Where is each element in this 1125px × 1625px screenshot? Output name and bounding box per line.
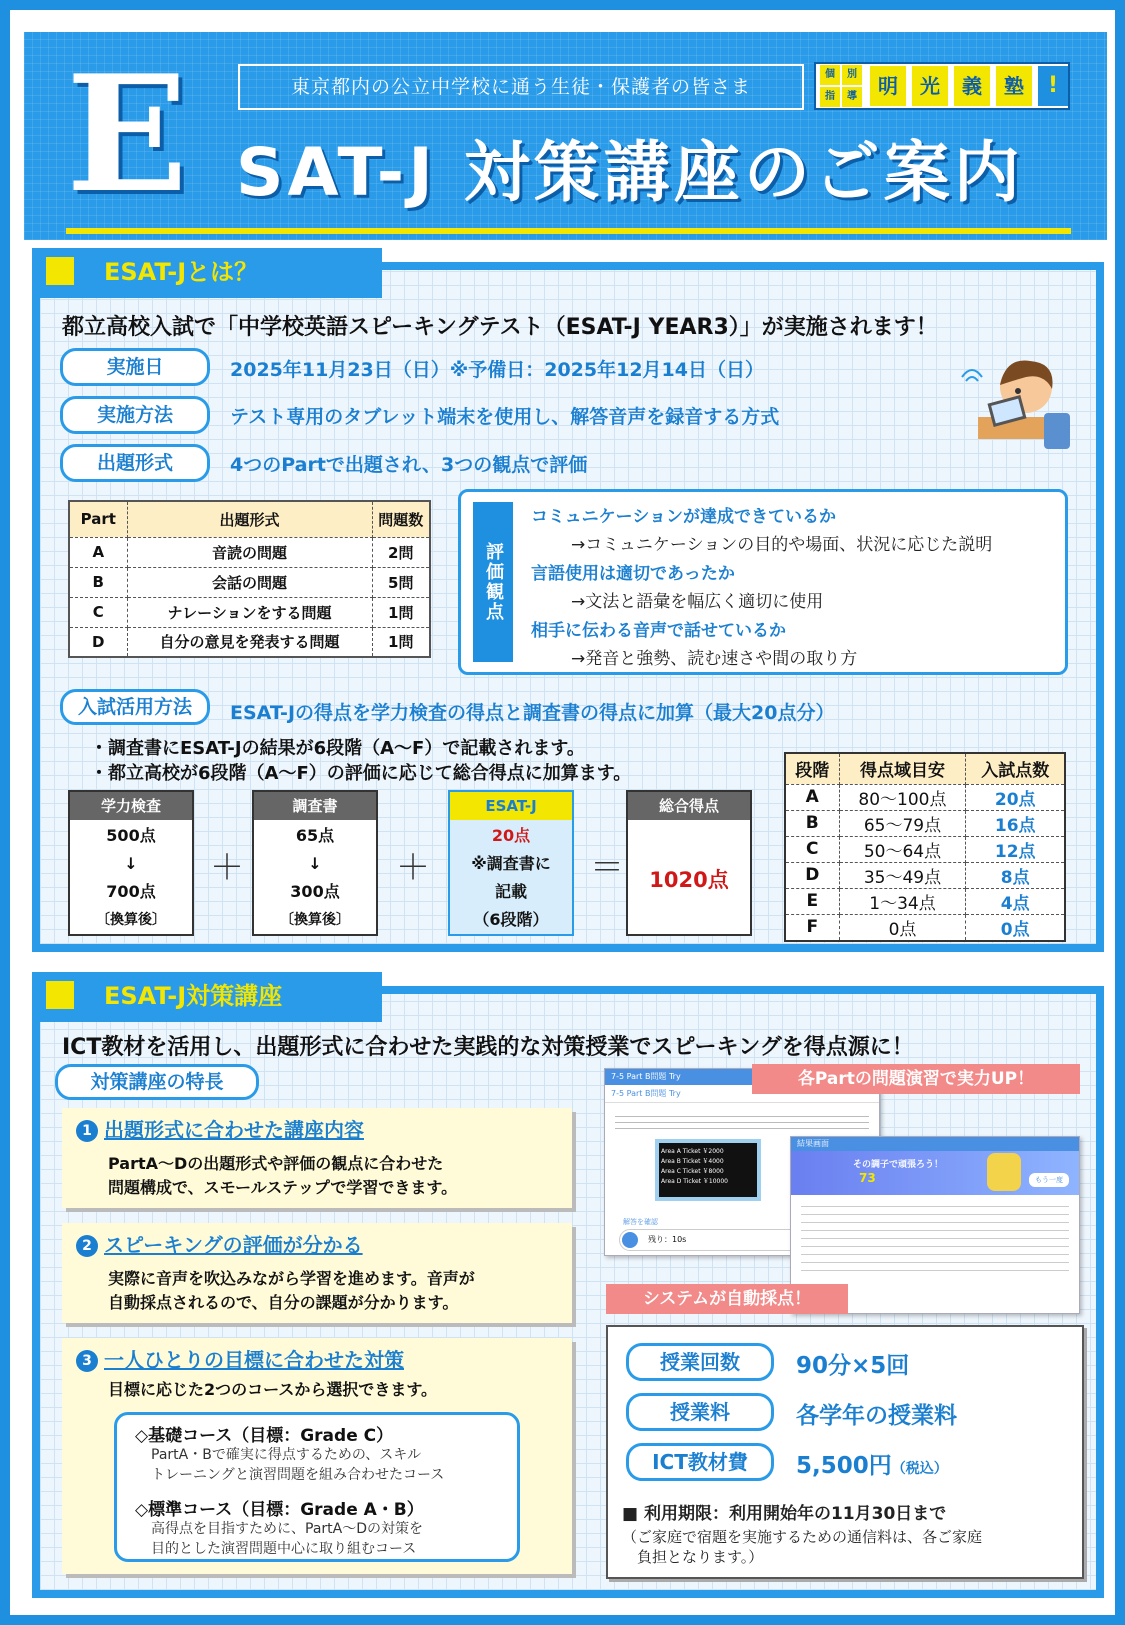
table-row: C ナレーションをする問題 1問 [69, 597, 430, 627]
title-underline [66, 228, 1071, 234]
format-text: 4つのPartで出題され、3つの観点で評価 [230, 454, 588, 476]
course-basic-title: ◇基礎コース（目標：Grade C） [135, 1426, 394, 1446]
lesson-count-value: 90分×5回 [796, 1353, 910, 1379]
ict-fee-value: 5,500円（税込） [796, 1453, 948, 1479]
title-big-letter: E [66, 40, 188, 228]
label-tuition: 授業料 [626, 1393, 774, 1431]
usage-bullet: ・都立高校が6段階（A～F）の評価に応じて総合得点に加算ます。 [90, 763, 632, 784]
label-usage: 入試活用方法 [60, 689, 210, 725]
course-options-box [114, 1412, 520, 1562]
course-standard-desc: 高得点を目指すために、PartA～Dの対策を 目的とした演習問題中心に取り組むコース [151, 1521, 423, 1557]
play-icon[interactable] [622, 1232, 638, 1248]
audience-note: 東京都内の公立中学校に通う生徒・保護者の皆さま [238, 64, 804, 110]
header-banner [24, 32, 1107, 240]
score-box-chosasho: 調査書 65点 ↓ 300点 〔換算後〕 [252, 790, 378, 936]
table-row: F 0点 0点 [785, 914, 1065, 941]
student-tablet-illustration [960, 355, 1080, 455]
features-label: 対策講座の特長 [55, 1064, 259, 1100]
course-standard-title: ◇標準コース（目標：Grade A・B） [135, 1500, 424, 1520]
course-tab: ESAT-J対策講座 [32, 972, 382, 1022]
plus-sign: ＋ [210, 848, 244, 888]
evaluation-label: 評価観点 [473, 502, 513, 662]
eval-item-title: 相手に伝わる音声で話せているか [531, 621, 786, 641]
date-text: 2025年11月23日（日）※予備日：2025年12月14日（日） [230, 359, 764, 381]
label-lesson-count: 授業回数 [626, 1343, 774, 1381]
trophy-icon [987, 1153, 1021, 1191]
ticket-card: Area A Ticket ￥2000 Area B Ticket ￥4000 Area C Ticket ￥8000 Area D Ticket ￥10000 [655, 1139, 761, 1201]
about-lead: 都立高校入試で「中学校英語スピーキングテスト（ESAT-J YEAR3）」が実施されます！ [62, 315, 938, 340]
table-row: C 50～64点 12点 [785, 836, 1065, 862]
feature-card-2: 2 スピーキングの評価が分かる 実際に音声を吹込みながら学習を進めます。音声が 自動採点されるので、自分の課題が分かります。 [62, 1223, 572, 1323]
method-text: テスト専用のタブレット端末を使用し、解答音声を録音する方式 [230, 406, 780, 428]
table-row: A 音読の問題 2問 [69, 537, 430, 567]
course-basic-desc: PartA・Bで確実に得点するための、スキル トレーニングと演習問題を組み合わせたコース [151, 1447, 445, 1483]
table-row: A 80～100点 20点 [785, 784, 1065, 810]
app-screenshot-result: 結果画面 その調子で頑張ろう！ 73 もう一度 [790, 1136, 1080, 1314]
banner-practice: 各Partの問題演習で実力UP！ [752, 1064, 1080, 1094]
eval-item-title: コミュニケーションが達成できているか [531, 507, 836, 527]
page-title: SAT-J 対策講座のご案内 [236, 134, 1024, 211]
grade-table: 段階 得点域目安 入試点数 A 80～100点 20点 B 65～79点 16点 C 50～64点 12点 D 35～49点 8点 E 1～34点 4点 F 0点 0点 [784, 752, 1066, 942]
table-row: D 35～49点 8点 [785, 862, 1065, 888]
eval-item-title: 言語使用は適切であったか [531, 564, 735, 584]
course-info-box [606, 1325, 1084, 1579]
plus-sign: ＋ [396, 848, 430, 888]
label-ict-fee: ICT教材費 [626, 1443, 774, 1481]
eval-item-desc: →コミュニケーションの目的や場面、状況に応じた説明 [571, 535, 993, 555]
fee-note: （ご家庭で宿題を実施するための通信料は、各ご家庭 負担となります。） [622, 1528, 983, 1566]
table-row: B 会話の問題 5問 [69, 567, 430, 597]
school-logo: 個 別 指 導 明 光 義 塾 ! [814, 62, 1070, 110]
table-row: E 1～34点 4点 [785, 888, 1065, 914]
evaluation-box [458, 489, 1068, 675]
table-row: B 65～79点 16点 [785, 810, 1065, 836]
label-date: 実施日 [60, 348, 210, 386]
feature-card-3: 3 一人ひとりの目標に合わせた対策 目標に応じた2つのコースから選択できます。 [62, 1338, 572, 1574]
label-method: 実施方法 [60, 396, 210, 434]
score-box-gakuryoku: 学力検査 500点 ↓ 700点 〔換算後〕 [68, 790, 194, 936]
app-screenshot-practice: 7-5 Part B問題 Try 7-5 Part B問題 Try Area A Ticket ￥2000 Area B Ticket ￥4000 Area C Ticket ￥8000 Area D Ticket ￥10000 解答を確認 残り：10s [604, 1068, 880, 1256]
eval-item-desc: →発音と強勢、読む速さや間の取り方 [571, 649, 858, 669]
table-row: D 自分の意見を発表する問題 1問 [69, 627, 430, 657]
feature-card-1: 1 出題形式に合わせた講座内容 PartA～Dの出題形式や評価の観点に合わせた 問題構成で、スモールステップで学習できます。 [62, 1108, 572, 1208]
usage-term: ■ 利用期限：利用開始年の11月30日まで [622, 1504, 947, 1524]
parts-table: Part 出題形式 問題数 A 音読の問題 2問 B 会話の問題 5問 C ナレーションをする問題 1問 D 自分の意見を発表する問題 1問 [68, 500, 431, 658]
score-box-esatj: ESAT-J 20点 ※調査書に 記載 （6段階） [448, 790, 574, 936]
course-lead: ICT教材を活用し、出題形式に合わせた実践的な対策授業でスピーキングを得点源に！ [62, 1035, 914, 1060]
eval-item-desc: →文法と語彙を幅広く適切に使用 [571, 592, 824, 612]
tuition-value: 各学年の授業料 [796, 1403, 957, 1429]
about-tab: ESAT-Jとは？ [32, 248, 382, 298]
score-box-total: 総合得点 1020点 [626, 790, 752, 936]
banner-auto-grade: システムが自動採点！ [606, 1284, 848, 1314]
equals-sign: ＝ [590, 848, 624, 888]
label-format: 出題形式 [60, 444, 210, 482]
usage-bullet: ・調査書にESAT-Jの結果が6段階（A～F）で記載されます。 [90, 738, 585, 759]
total-score: 1020点 [649, 868, 729, 892]
usage-text: ESAT-Jの得点を学力検査の得点と調査書の得点に加算（最大20点分） [230, 702, 835, 724]
